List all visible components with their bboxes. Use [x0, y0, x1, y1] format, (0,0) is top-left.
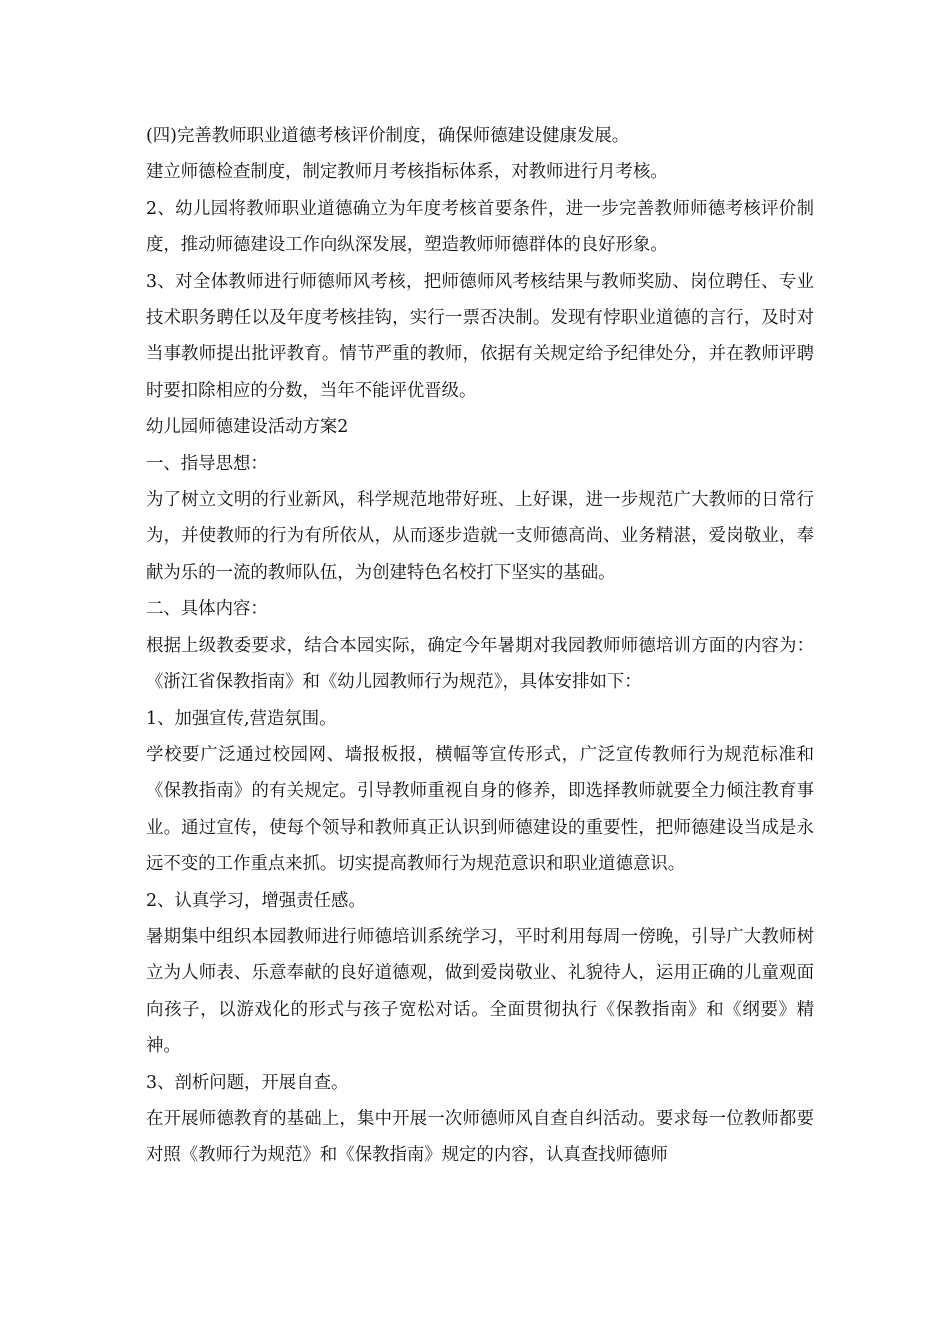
paragraph-plan-2-title: 幼儿园师德建设活动方案2 — [146, 417, 349, 438]
paragraph-item-3-heading: 3、剖析问题，开展自查。 — [146, 1072, 349, 1093]
document-page — [146, 118, 814, 1174]
paragraph-section-4-heading: (四)完善教师职业道德考核评价制度，确保师德建设健康发展。 — [146, 126, 630, 146]
paragraph-specific-content-body: 根据上级教委要求，结合本园实际，确定今年暑期对我园教师师德培训方面的内容为：《浙江省保教指南》和《幼儿园教师行为规范》，具体安排如下： — [146, 635, 814, 693]
paragraph-specific-content-heading: 二、具体内容： — [146, 599, 268, 620]
paragraph-item-1-heading: 1、加强宣传,营造氛围。 — [146, 708, 337, 729]
paragraph-item-3-body: 在开展师德教育的基础上，集中开展一次师德师风自查自纠活动。要求每一位教师都要对照《教师行为规范》和《保教指南》规定的内容，认真查找师德师 — [146, 1108, 814, 1166]
paragraph-guiding-thought-body: 为了树立文明的行业新风，科学规范地带好班、上好课，进一步规范广大教师的日常行为，并使教师的行为有所依从，从而逐步造就一支师德高尚、业务精湛，爱岗敬业，奉献为乐的一流的教师队伍，为创建特色名校打下坚实的基础。 — [146, 490, 814, 583]
paragraph-item-1-body: 学校要广泛通过校园网、墙报板报，横幅等宣传形式，广泛宣传教师行为规范标准和《保教指南》的有关规定。引导教师重视自身的修养，即选择教师就要全力倾注教育事业。通过宣传，使每个领导和教师真正认识到师德建设的重要性，把师德建设当成是永远不变的工作重点来抓。切实提高教师行为规范意识和职业道德意识。 — [146, 744, 814, 875]
paragraph-inspection-system: 建立师德检查制度，制定教师月考核指标体系，对教师进行月考核。 — [146, 162, 668, 183]
paragraph-item-2-heading: 2、认真学习，增强责任感。 — [146, 890, 366, 911]
paragraph-item-2-annual-assessment: 2、幼儿园将教师职业道德确立为年度考核首要条件，进一步完善教师师德考核评价制度，推动师德建设工作向纵深发展，塑造教师师德群体的良好形象。 — [146, 198, 814, 256]
paragraph-item-2-body: 暑期集中组织本园教师进行师德培训系统学习，平时利用每周一傍晚，引导广大教师树立为人师表、乐意奉献的良好道德观，做到爱岗敬业、礼貌待人，运用正确的儿童观面向孩子，以游戏化的形式与孩子宽松对话。全面贯彻执行《保教指南》和《纲要》精神。 — [146, 926, 814, 1057]
paragraph-item-3-ethics-assessment: 3、对全体教师进行师德师风考核，把师德师风考核结果与教师奖励、岗位聘任、专业技术职务聘任以及年度考核挂钩，实行一票否决制。发现有悖职业道德的言行，及时对当事教师提出批评教育。情节严重的教师，依据有关规定给予纪律处分，并在教师评聘时要扣除相应的分数，当年不能评优晋级。 — [146, 271, 814, 401]
paragraph-guiding-thought-heading: 一、指导思想： — [146, 453, 268, 474]
